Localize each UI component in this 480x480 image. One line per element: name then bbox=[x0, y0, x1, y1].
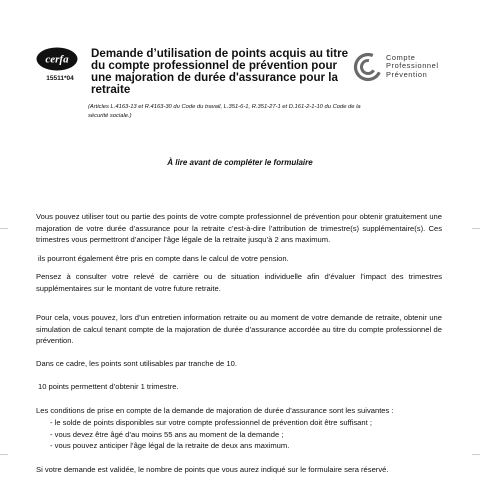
paragraph: Pensez à consulter votre relevé de carrière ou de situation individuelle afin d’évaluer l’impact des trimestres supplémentaires sur le montant de votre future retraite. bbox=[36, 272, 442, 293]
form-title: Demande d’utilisation de points acquis au titre du compte professionnel de prévention pour une majoration de durée d'assurance pour la retraite bbox=[91, 47, 349, 96]
margin-tick bbox=[472, 454, 480, 455]
cerfa-number: 15511*04 bbox=[46, 75, 74, 82]
cpp-logo-line: Prévention bbox=[386, 69, 428, 79]
margin-tick bbox=[472, 228, 480, 229]
cpp-logo-line: Compte bbox=[386, 53, 416, 62]
paragraph: Pour cela, vous pouvez, lors d’un entretien information retraite ou au moment de votre demande de retraite, obtenir une simulation de calcul tenant compte de la majoration de durée d’assurance accordée au titre du compte professionnel de prévention. bbox=[36, 313, 442, 345]
conditions-intro: Les conditions de prise en compte de la demande de majoration de durée d’assurance sont les suivantes : bbox=[36, 405, 394, 415]
paragraph: 10 points permettent d’obtenir 1 trimestre. bbox=[38, 382, 179, 391]
margin-tick bbox=[0, 228, 8, 229]
margin-tick bbox=[0, 454, 8, 455]
condition-item: - vous devez être âgé d’au moins 55 ans au moment de la demande ; bbox=[50, 429, 442, 441]
conditions-list bbox=[36, 417, 442, 452]
paragraph: Si votre demande est validée, le nombre de points que vous aurez indiqué sur le formulaire sera réservé. bbox=[36, 464, 389, 474]
condition-item: - vous pouvez anticiper l’âge légal de la retraite de deux ans maximum. bbox=[50, 440, 442, 452]
read-before-heading: À lire avant de compléter le formulaire bbox=[167, 158, 313, 167]
cpp-logo-icon bbox=[353, 52, 383, 82]
paragraph: ils pourront également être pris en compte dans le calcul de votre pension. bbox=[38, 253, 289, 263]
condition-item: - le solde de points disponibles sur votre compte professionnel de prévention doit être suffisant ; bbox=[50, 417, 442, 429]
paragraph: Vous pouvez utiliser tout ou partie des points de votre compte professionnel de prévention pour obtenir gratuitement une majoration de votre durée d’assurance pour la retraite c’est-à-dire l’attribution de trimestre(s) supplémentaire(s). Ces trimestres vous permettront d’anciper l’âge légale de la retraite jusqu’à 2 ans maximum. bbox=[36, 212, 442, 244]
instructions-body bbox=[36, 211, 442, 475]
cerfa-logo bbox=[36, 47, 78, 71]
cpp-logo-text bbox=[386, 54, 439, 79]
cerfa-logo-text: cerfa bbox=[45, 53, 69, 66]
legal-articles: (Articles L.4163-13 et R.4163-30 du Code du travail, L.351-6-1, R.351-27-1 et D.161-2-1-10 du Code de la sécurité sociale.) bbox=[88, 104, 361, 119]
paragraph: Dans ce cadre, les points sont utilisables par tranche de 10. bbox=[36, 358, 237, 368]
cpp-logo-line: Professionnel bbox=[386, 61, 439, 71]
